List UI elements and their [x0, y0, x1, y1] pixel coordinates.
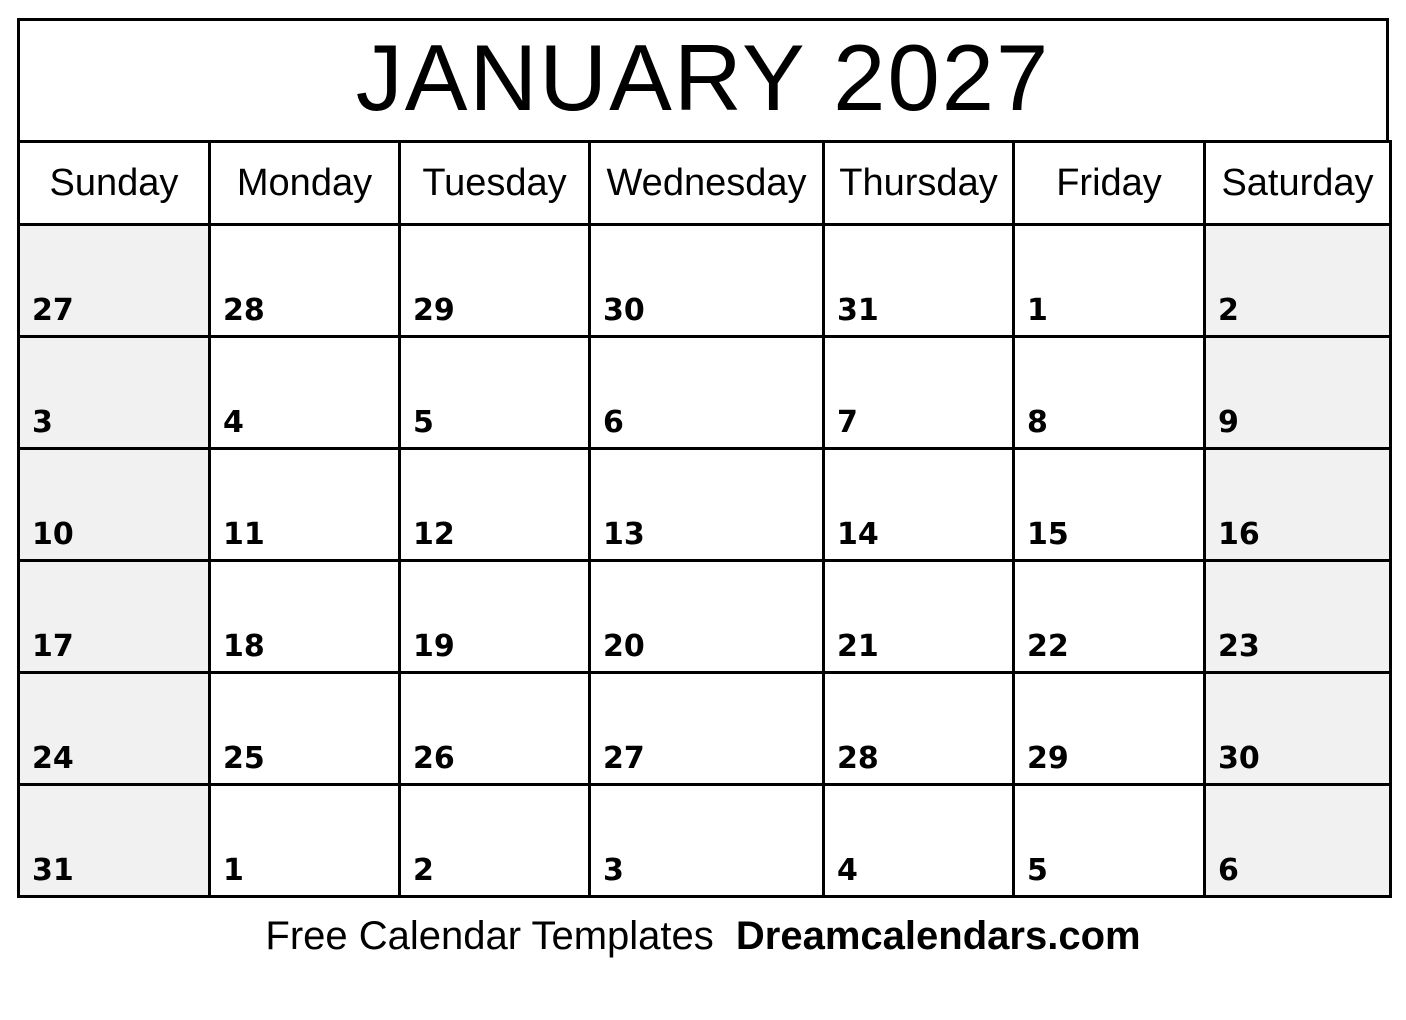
date-cell [210, 337, 400, 449]
date-number: 6 [1218, 853, 1239, 888]
date-number: 30 [603, 293, 645, 328]
calendar-title-box [17, 18, 1389, 143]
date-number: 25 [223, 741, 265, 776]
date-number: 27 [32, 293, 74, 328]
date-cell [19, 449, 210, 561]
date-cell [400, 673, 590, 785]
date-number: 23 [1218, 629, 1260, 664]
date-cell [1014, 673, 1205, 785]
date-number: 11 [223, 517, 265, 552]
weekday-header-monday: Monday [210, 142, 400, 225]
weekday-header-tuesday: Tuesday [400, 142, 590, 225]
date-number: 26 [413, 741, 455, 776]
date-cell [1014, 449, 1205, 561]
date-cell [1205, 785, 1391, 897]
weekday-header-saturday: Saturday [1205, 142, 1391, 225]
date-cell [210, 785, 400, 897]
date-cell [1014, 561, 1205, 673]
weekday-header-row [19, 142, 1391, 225]
footer-text: Free Calendar Templates [265, 914, 714, 958]
date-cell [400, 225, 590, 337]
week-row [19, 785, 1391, 897]
date-number: 15 [1027, 517, 1069, 552]
date-number: 9 [1218, 405, 1239, 440]
date-number: 3 [603, 853, 624, 888]
date-cell [590, 225, 824, 337]
footer [17, 912, 1389, 960]
date-cell [824, 785, 1014, 897]
date-number: 5 [1027, 853, 1048, 888]
date-number: 29 [413, 293, 455, 328]
date-number: 31 [32, 853, 74, 888]
weekday-header-thursday: Thursday [824, 142, 1014, 225]
week-row [19, 337, 1391, 449]
date-number: 4 [837, 853, 858, 888]
date-cell [19, 225, 210, 337]
date-number: 7 [837, 405, 858, 440]
date-number: 28 [223, 293, 265, 328]
date-cell [1205, 337, 1391, 449]
date-cell [824, 673, 1014, 785]
date-number: 30 [1218, 741, 1260, 776]
date-number: 4 [223, 405, 244, 440]
date-number: 16 [1218, 517, 1260, 552]
week-row [19, 673, 1391, 785]
date-number: 5 [413, 405, 434, 440]
date-number: 18 [223, 629, 265, 664]
date-cell [210, 449, 400, 561]
date-number: 2 [413, 853, 434, 888]
date-cell [824, 449, 1014, 561]
calendar-title: JANUARY 2027 [355, 24, 1051, 130]
date-number: 13 [603, 517, 645, 552]
date-cell [590, 337, 824, 449]
date-cell [210, 225, 400, 337]
date-number: 12 [413, 517, 455, 552]
date-cell [400, 337, 590, 449]
date-number: 31 [837, 293, 879, 328]
date-cell [1205, 673, 1391, 785]
week-row [19, 561, 1391, 673]
date-cell [210, 673, 400, 785]
date-number: 21 [837, 629, 879, 664]
date-number: 20 [603, 629, 645, 664]
date-cell [1205, 225, 1391, 337]
date-cell [19, 673, 210, 785]
calendar-grid [17, 140, 1392, 898]
date-cell [1205, 449, 1391, 561]
weekday-header-sunday: Sunday [19, 142, 210, 225]
date-cell [400, 785, 590, 897]
date-cell [400, 449, 590, 561]
date-number: 6 [603, 405, 624, 440]
date-cell [19, 785, 210, 897]
date-number: 17 [32, 629, 74, 664]
week-row [19, 449, 1391, 561]
date-cell [1014, 225, 1205, 337]
date-cell [1205, 561, 1391, 673]
date-cell [824, 337, 1014, 449]
weekday-header-wednesday: Wednesday [590, 142, 824, 225]
date-cell [590, 449, 824, 561]
date-number: 27 [603, 741, 645, 776]
date-cell [210, 561, 400, 673]
date-number: 14 [837, 517, 879, 552]
date-number: 1 [1027, 293, 1048, 328]
date-number: 8 [1027, 405, 1048, 440]
date-cell [590, 785, 824, 897]
weekday-header-friday: Friday [1014, 142, 1205, 225]
footer-brand: Dreamcalendars.com [735, 914, 1141, 958]
date-number: 2 [1218, 293, 1239, 328]
date-number: 24 [32, 741, 74, 776]
date-cell [19, 561, 210, 673]
date-number: 10 [32, 517, 74, 552]
date-number: 29 [1027, 741, 1069, 776]
date-cell [1014, 337, 1205, 449]
calendar-sheet [17, 18, 1389, 960]
week-row [19, 225, 1391, 337]
date-number: 28 [837, 741, 879, 776]
date-number: 22 [1027, 629, 1069, 664]
date-number: 3 [32, 405, 53, 440]
date-cell [824, 561, 1014, 673]
date-cell [824, 225, 1014, 337]
date-cell [400, 561, 590, 673]
date-cell [1014, 785, 1205, 897]
date-cell [590, 673, 824, 785]
date-number: 19 [413, 629, 455, 664]
date-cell [590, 561, 824, 673]
date-cell [19, 337, 210, 449]
date-number: 1 [223, 853, 244, 888]
